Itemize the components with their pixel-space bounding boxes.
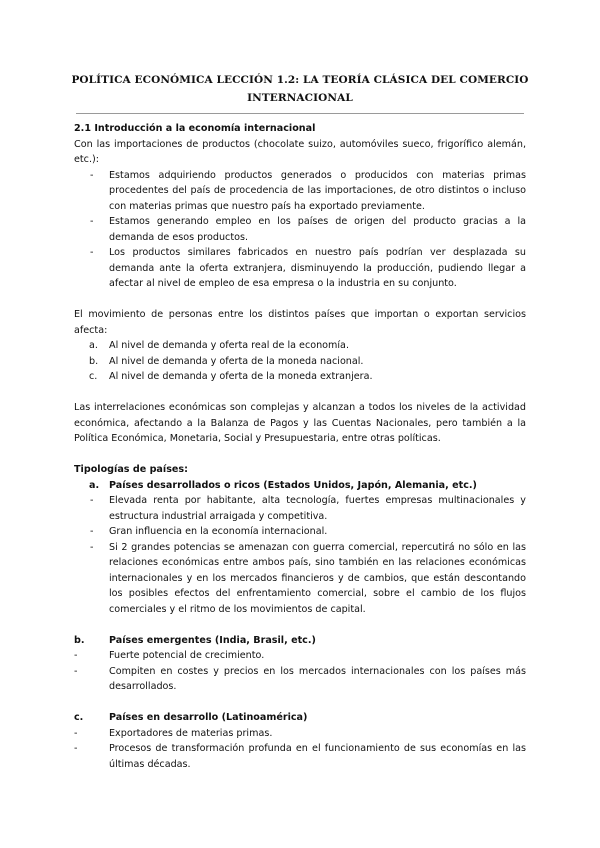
- emerging-bullet-list: [74, 648, 526, 695]
- imports-bullet-list: [74, 168, 526, 292]
- dash-marker: -: [90, 247, 94, 258]
- list-item: c. Al nivel de demanda y oferta de la moneda extranjera.: [89, 371, 373, 382]
- document-title: POLÍTICA ECONÓMICA LECCIÓN 1.2: LA TEORÍA CLÁSICA DEL COMERCIO INTERNACIONAL: [71, 74, 529, 104]
- developed-bullet-list: [74, 493, 526, 617]
- list-item: - Procesos de transformación profunda en el funcionamiento de sus economías en las últimas décadas.: [74, 743, 526, 770]
- intro-paragraph: Con las importaciones de productos (chocolate suizo, automóviles sueco, frigorífico alemán, etc.):: [74, 138, 526, 165]
- dash-marker: -: [90, 216, 94, 227]
- movement-paragraph: El movimiento de personas entre los distintos países que importan o exportan servicios afecta:: [74, 309, 526, 336]
- section-heading: 2.1 Introducción a la economía internacional: [74, 123, 316, 134]
- list-item: - Compiten en costes y precios en los mercados internacionales con los países más desarrollados.: [74, 665, 526, 692]
- list-item: - Estamos adquiriendo productos generados o producidos con materias primas procedentes del país de procedencia de las importaciones, de otro distintos o incluso con materias primas que nuestro país ha exportado previamente.: [90, 169, 526, 212]
- subsection-heading-c: c. Países en desarrollo (Latinoamérica): [74, 712, 308, 723]
- dash-marker: -: [90, 169, 94, 181]
- interrelations-paragraph: Las interrelaciones económicas son complejas y alcanzan a todos los niveles de la actividad económica, afectando a la Balanza de Pagos y las Cuentas Nacionales, pero también a la Política Económica, Monetaria, Social y Presupuestaria, entre otras políticas.: [74, 402, 526, 444]
- title-divider: [76, 113, 524, 114]
- subsection-heading-a: a. Países desarrollados o ricos (Estados Unidos, Japón, Alemania, etc.): [89, 479, 477, 491]
- subsection-heading-b: b. Países emergentes (India, Brasil, etc.): [74, 634, 316, 646]
- list-item: - Elevada renta por habitante, alta tecnología, fuertes empresas multinacionales y estructura industrial arraigada y competitiva.: [90, 495, 526, 522]
- typologies-heading: Tipologías de países:: [74, 464, 188, 475]
- list-item: - Si 2 grandes potencias se amenazan con guerra comercial, repercutirá no sólo en las relaciones económicas entre ambos país, sino también en las relaciones económicas internacionales y en los mercados financieros y de cambios, que están descontando los posibles efectos del enfrentamiento comercial, sobre el cambio de los flujos comerciales y el ritmo de los movimientos de capital.: [90, 541, 526, 615]
- list-item: - Exportadores de materias primas.: [74, 727, 273, 739]
- list-item: a. Al nivel de demanda y oferta real de la economía.: [89, 340, 349, 351]
- list-item: - Estamos generando empleo en los países de origen del producto gracias a la demanda de esos productos.: [90, 216, 526, 243]
- list-item: b. Al nivel de demanda y oferta de la moneda nacional.: [89, 355, 364, 367]
- document-body: [74, 121, 526, 772]
- list-item: - Los productos similares fabricados en nuestro país podrían ver desplazada su demanda ante la oferta extranjera, disminuyendo la producción, pudiendo llegar a afectar al nivel de empleo de esa empresa o la industria en su conjunto.: [90, 247, 526, 289]
- effects-list: [74, 338, 526, 385]
- developing-bullet-list: [74, 726, 526, 773]
- list-item: - Fuerte potencial de crecimiento.: [74, 650, 265, 661]
- list-item: - Gran influencia en la economía internacional.: [90, 526, 328, 537]
